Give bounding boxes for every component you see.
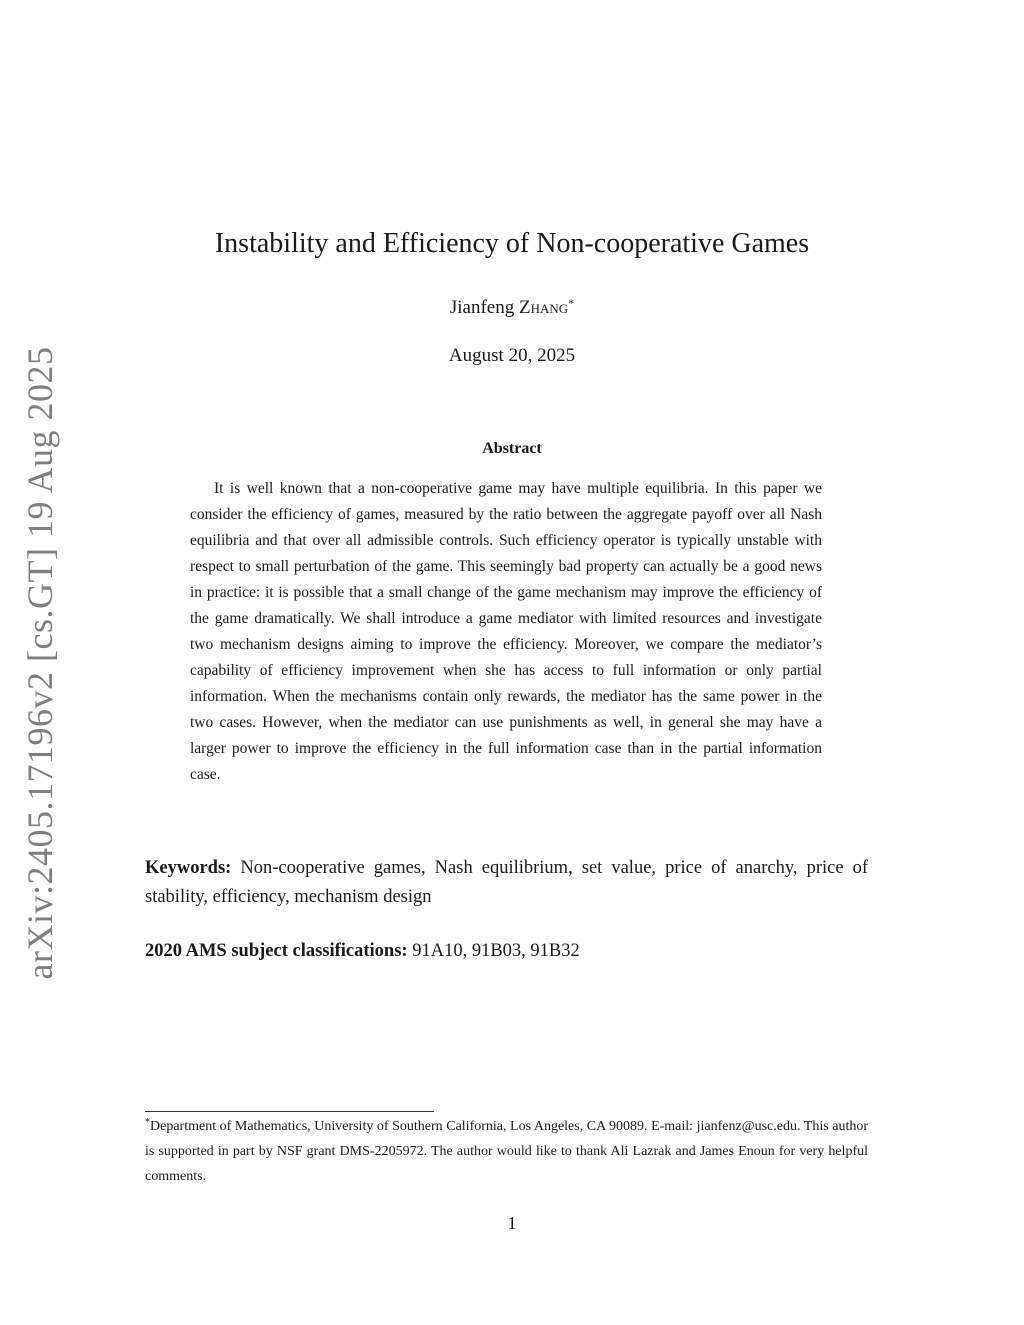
keywords-section <box>145 854 868 912</box>
author-footnote-mark: * <box>568 296 575 310</box>
keywords-text: Non-cooperative games, Nash equilibrium, set value, price of anarchy, price of stability, efficiency, mechanism design <box>145 858 869 907</box>
footnote-divider <box>145 1111 434 1112</box>
author-first-name: Jianfeng <box>449 297 515 318</box>
paper-title: Instability and Efficiency of Non-cooperative Games <box>214 228 810 259</box>
footnote <box>145 1114 868 1189</box>
author-line <box>0 297 1024 319</box>
keywords-label: Keywords: <box>145 858 232 878</box>
footnote-text: Department of Mathematics, University of Southern California, Los Angeles, CA 90089. E-mail: jianfenz@usc.edu. This author is supported in part by NSF grant DMS-2205972. The author would like to thank Ali Lazrak and James Enoun for very helpful comments. <box>145 1119 868 1184</box>
ams-label: 2020 AMS subject classifications: <box>145 941 408 961</box>
footnote-mark: * <box>145 1117 150 1128</box>
abstract-heading: Abstract <box>482 440 542 457</box>
ams-codes: 91A10, 91B03, 91B32 <box>412 941 580 961</box>
abstract-text: It is well known that a non-cooperative game may have multiple equilibria. In this paper we consider the efficiency of games, measured by the ratio between the aggregate payoff over all Nash equilibria and that over all admissible controls. Such efficiency operator is typically unstable with respect to small perturbation of the game. This seemingly bad property can actually be a good news in practice: it is possible that a small change of the game mechanism may improve the efficiency of the game dramatically. We shall introduce a game mediator with limited resources and investigate two mechanism designs aiming to improve the efficiency. Moreover, we compare the mediator’s capability of efficiency improvement when she has access to full information or only partial information. When the mechanisms contain only rewards, the mediator has the same power in the two cases. However, when the mediator can use punishments as well, in general she may have a larger power to improve the efficiency in the full information case than in the partial information case. <box>190 480 822 783</box>
page-number: 1 <box>507 1213 517 1233</box>
ams-classification-section <box>145 937 868 966</box>
paper-date: August 20, 2025 <box>448 345 576 366</box>
author-last-name: Zhang <box>518 297 569 318</box>
arxiv-identifier-stamp: arXiv:2405.17196v2 [cs.GT] 19 Aug 2025 <box>20 346 60 980</box>
